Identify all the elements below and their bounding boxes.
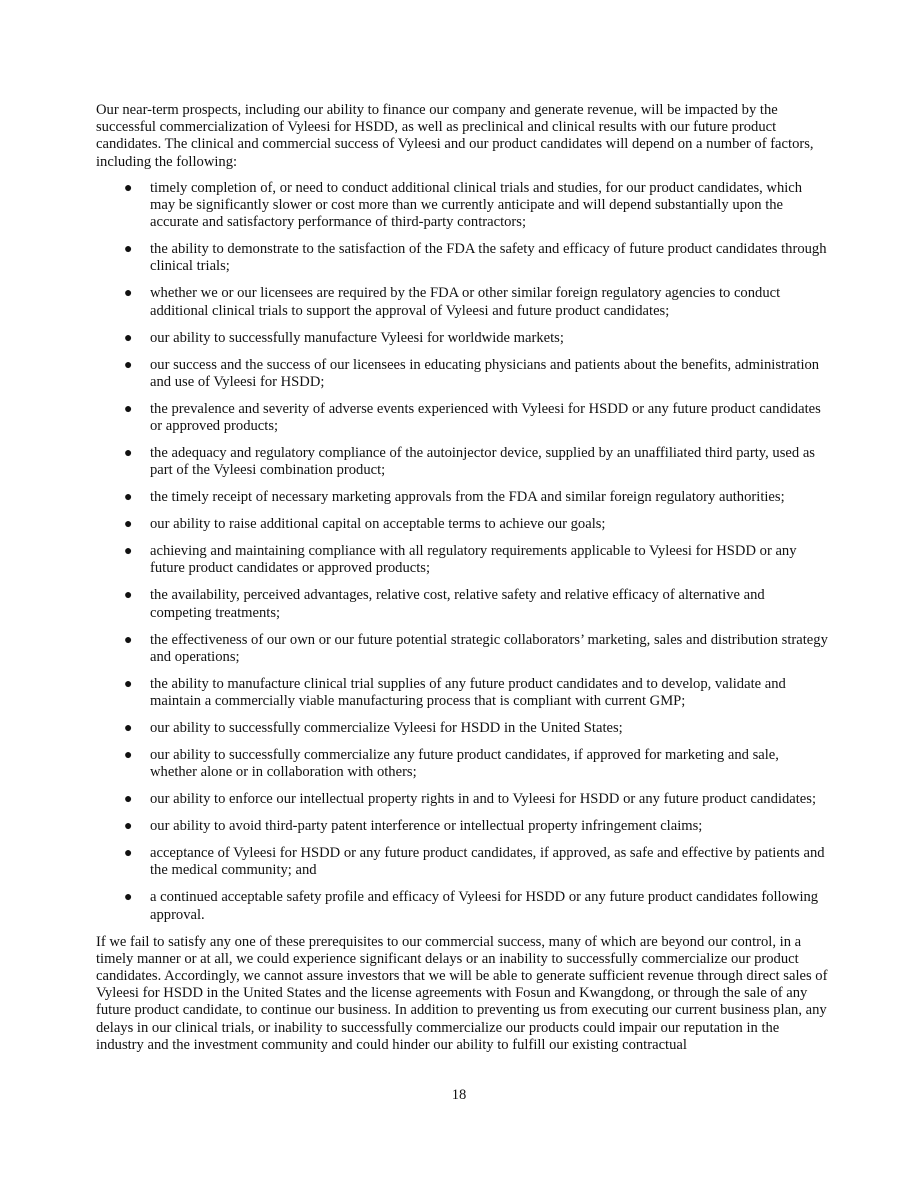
list-item-text: our success and the success of our licensees in educating physicians and patients about the benefits, administration and use of Vyleesi for HSDD;: [150, 356, 820, 390]
bullet-icon: ●: [124, 357, 133, 373]
factor-list: [96, 180, 828, 924]
list-item-text: the ability to manufacture clinical trial supplies of any future product candidates and to develop, validate and maintain a commercially viable manufacturing process that is compliant with current GMP;: [150, 675, 786, 710]
list-item: [96, 676, 828, 710]
list-item: [96, 632, 828, 666]
list-item-text: the timely receipt of necessary marketing approvals from the FDA and similar foreign regulatory authorities;: [150, 489, 785, 506]
bullet-icon: ●: [124, 890, 133, 906]
bullet-icon: ●: [124, 588, 133, 604]
list-item: [96, 747, 828, 781]
list-item: [96, 489, 828, 506]
list-item: [96, 791, 828, 808]
intro-paragraph: Our near-term prospects, including our ability to finance our company and generate revenue, will be impacted by the successful commercialization of Vyleesi for HSDD, as well as preclinical and clinical results with our future product candidates. The clinical and commercial success of Vyleesi and our product candidates will depend on a number of factors, including the following:: [96, 102, 814, 170]
list-item-text: the prevalence and severity of adverse events experienced with Vyleesi for HSDD or any future product candidates or approved products;: [150, 400, 821, 435]
list-item-text: our ability to enforce our intellectual property rights in and to Vyleesi for HSDD or any future product candidates;: [150, 791, 816, 808]
list-item-text: our ability to avoid third-party patent interference or intellectual property infringement claims;: [150, 818, 703, 835]
list-item-text: the effectiveness of our own or our future potential strategic collaborators’ marketing, sales and distribution strategy and operations;: [150, 631, 828, 665]
list-item-text: our ability to successfully manufacture Vyleesi for worldwide markets;: [150, 329, 564, 346]
list-item: [96, 889, 828, 923]
list-item-text: timely completion of, or need to conduct additional clinical trials and studies, for our product candidates, which may be significantly slower or cost more than we currently anticipate and will depend substantially upon the accurate and satisfactory performance of third-party contractors;: [150, 179, 803, 231]
bullet-icon: ●: [124, 180, 133, 196]
bullet-icon: ●: [124, 242, 133, 258]
bullet-icon: ●: [124, 721, 133, 737]
list-item: [96, 720, 828, 737]
document-page: [96, 102, 828, 1054]
list-item: [96, 401, 828, 435]
list-item-text: the adequacy and regulatory compliance of the autoinjector device, supplied by an unaffiliated third party, used as part of the Vyleesi combination product;: [150, 445, 815, 479]
bullet-icon: ●: [124, 792, 133, 808]
bullet-icon: ●: [124, 819, 133, 835]
bullet-icon: ●: [124, 748, 133, 764]
list-item: [96, 285, 828, 319]
list-item-text: achieving and maintaining compliance with all regulatory requirements applicable to Vyleesi for HSDD or any future product candidates or approved products;: [150, 543, 797, 577]
list-item: [96, 845, 828, 879]
list-item: [96, 180, 828, 232]
list-item: [96, 543, 828, 577]
list-item-text: acceptance of Vyleesi for HSDD or any future product candidates, if approved, as safe and effective by patients and the medical community; and: [150, 845, 825, 879]
bullet-icon: ●: [124, 544, 133, 560]
list-item-text: whether we or our licensees are required by the FDA or other similar foreign regulatory agencies to conduct additional clinical trials to support the approval of Vyleesi and future product candidates;: [150, 285, 781, 319]
bullet-icon: ●: [124, 330, 133, 346]
bullet-icon: ●: [124, 286, 133, 302]
bullet-icon: ●: [124, 846, 133, 862]
list-item-text: the availability, perceived advantages, relative cost, relative safety and relative efficacy of alternative and competing treatments;: [150, 587, 765, 621]
list-item: [96, 516, 828, 533]
page-number: 18: [451, 1087, 467, 1103]
list-item-text: our ability to raise additional capital on acceptable terms to achieve our goals;: [150, 516, 606, 533]
bullet-icon: ●: [124, 446, 133, 462]
list-item: [96, 330, 828, 347]
list-item-text: the ability to demonstrate to the satisfaction of the FDA the safety and efficacy of future product candidates through clinical trials;: [150, 241, 827, 275]
list-item: [96, 445, 828, 479]
closing-paragraph: If we fail to satisfy any one of these prerequisites to our commercial success, many of which are beyond our control, in a timely manner or at all, we could experience significant delays or an inability to successfully commercialize our product candidates. Accordingly, we cannot assure investors that we will be able to generate sufficient revenue through direct sales of Vyleesi for HSDD in the United States and the license agreements with Fosun and Kwangdong, or through the sale of any future product candidate, to continue our business. In addition to preventing us from executing our current business plan, any delays in our clinical trials, or inability to successfully commercialize our products could impair our reputation in the industry and the investment community and could hinder our ability to fulfill our existing contractual: [96, 933, 828, 1053]
bullet-icon: ●: [124, 517, 133, 533]
list-item: [96, 241, 828, 275]
bullet-icon: ●: [124, 676, 133, 692]
list-item: [96, 587, 828, 621]
list-item: [96, 818, 828, 835]
bullet-icon: ●: [124, 401, 133, 417]
list-item-text: a continued acceptable safety profile and efficacy of Vyleesi for HSDD or any future product candidates following approval.: [150, 889, 819, 923]
list-item-text: our ability to successfully commercialize Vyleesi for HSDD in the United States;: [150, 720, 623, 737]
bullet-icon: ●: [124, 632, 133, 648]
list-item-text: our ability to successfully commercialize any future product candidates, if approved for marketing and sale, whether alone or in collaboration with others;: [150, 747, 779, 781]
list-item: [96, 357, 828, 391]
bullet-icon: ●: [124, 490, 133, 506]
